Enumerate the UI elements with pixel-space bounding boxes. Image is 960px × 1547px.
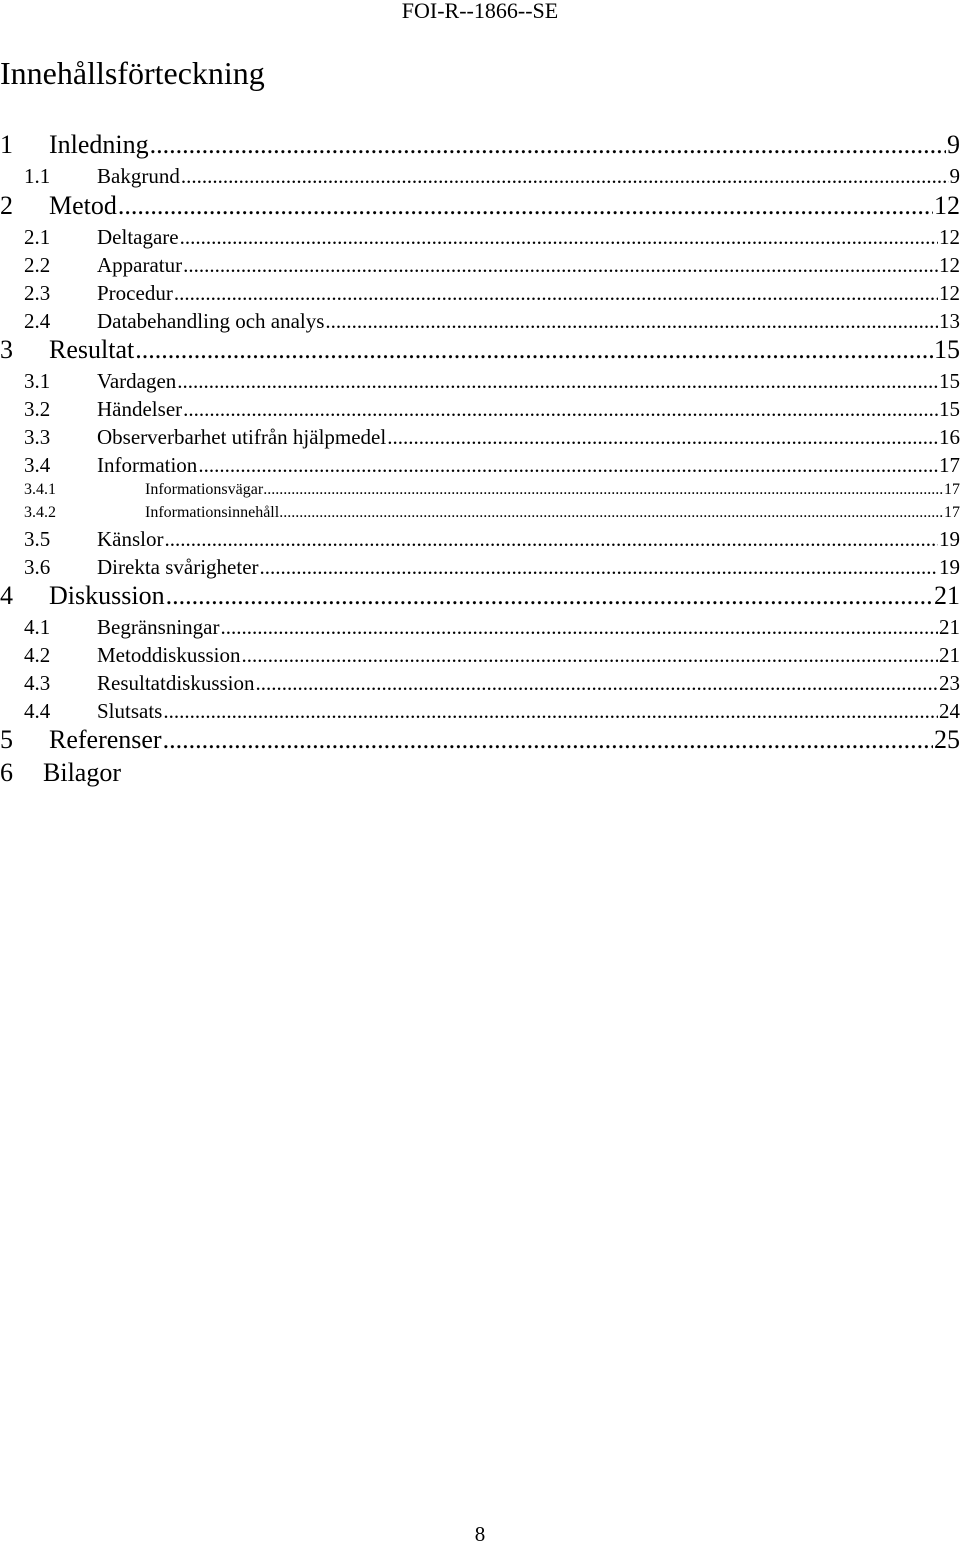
toc-dot-leader	[150, 130, 946, 160]
toc-entry-title: Händelser	[97, 396, 182, 422]
toc-entry-3-4[interactable]	[0, 452, 960, 478]
toc-entry-3-2[interactable]	[0, 396, 960, 422]
toc-dot-leader	[325, 308, 938, 334]
toc-entry-title: Apparatur	[97, 252, 182, 278]
toc-entry-title: Observerbarhet utifrån hjälpmedel	[97, 424, 386, 450]
toc-entry-4-2[interactable]	[0, 642, 960, 668]
toc-entry-5[interactable]	[0, 725, 960, 755]
toc-dot-leader	[198, 452, 938, 478]
toc-entry-title: Databehandling och analys	[97, 308, 324, 334]
toc-entry-title: Bakgrund	[97, 163, 180, 189]
toc-dot-leader	[163, 725, 933, 755]
toc-entry-page: 9	[950, 163, 960, 189]
toc-entry-2-4[interactable]	[0, 308, 960, 334]
toc-entry-2-3[interactable]	[0, 280, 960, 306]
toc-entry-3-5[interactable]	[0, 526, 960, 552]
toc-entry-title: Diskussion	[49, 581, 165, 611]
toc-entry-title: Inledning	[49, 130, 149, 160]
toc-entry-3-3[interactable]	[0, 424, 960, 450]
toc-entry-page: 19	[939, 554, 960, 580]
toc-entry-page: 15	[939, 368, 960, 394]
toc-entry-title: Bilagor	[43, 758, 121, 788]
toc-entry-3[interactable]	[0, 335, 960, 365]
toc-entry-number: 2	[0, 191, 49, 221]
toc-entry-2[interactable]	[0, 191, 960, 221]
toc-entry-6[interactable]	[0, 758, 960, 788]
toc-entry-number: 6	[0, 758, 43, 788]
toc-entry-title: Procedur	[97, 280, 173, 306]
toc-entry-number: 5	[0, 725, 49, 755]
document-id: FOI-R--1866--SE	[0, 0, 960, 24]
toc-entry-title: Metoddiskussion	[97, 642, 241, 668]
toc-entry-1-1[interactable]	[0, 163, 960, 189]
toc-entry-number: 3.3	[0, 424, 97, 450]
toc-entry-title: Resultat	[49, 335, 134, 365]
toc-entry-number: 4.3	[0, 670, 97, 696]
toc-entry-page: 12	[934, 191, 960, 221]
toc-entry-page: 23	[939, 670, 960, 696]
toc-entry-page: 17	[944, 480, 960, 500]
toc-dot-leader	[135, 335, 933, 365]
toc-entry-number: 3.1	[0, 368, 97, 394]
toc-entry-number: 1.1	[0, 163, 97, 189]
toc-entry-4-1[interactable]	[0, 614, 960, 640]
toc-entry-title: Information	[97, 452, 197, 478]
toc-dot-leader	[166, 581, 933, 611]
toc-entry-page: 15	[934, 335, 960, 365]
toc-entry-title: Informationsvägar	[145, 480, 263, 500]
toc-entry-3-4-2[interactable]	[0, 503, 960, 523]
toc-entry-number: 3.5	[0, 526, 97, 552]
toc-dot-leader	[263, 480, 944, 500]
toc-entry-number: 3.4.1	[0, 480, 145, 500]
toc-entry-number: 2.3	[0, 280, 97, 306]
toc-entry-number: 3.4.2	[0, 503, 145, 523]
toc-entry-page: 17	[944, 503, 960, 523]
toc-entry-page: 21	[934, 581, 960, 611]
toc-entry-title: Begränsningar	[97, 614, 219, 640]
toc-entry-number: 4.4	[0, 698, 97, 724]
toc-entry-number: 4.2	[0, 642, 97, 668]
toc-entry-page: 19	[939, 526, 960, 552]
toc-entry-title: Informationsinnehåll	[145, 503, 279, 523]
toc-dot-leader	[256, 670, 938, 696]
toc-entry-page: 12	[939, 280, 960, 306]
toc-entry-title: Slutsats	[97, 698, 162, 724]
toc-dot-leader	[180, 224, 938, 250]
toc-dot-leader	[260, 554, 938, 580]
toc-entry-number: 2.4	[0, 308, 97, 334]
toc-entry-number: 3.6	[0, 554, 97, 580]
toc-entry-number: 3	[0, 335, 49, 365]
toc-heading: Innehållsförteckning	[0, 53, 265, 93]
toc-entry-page: 21	[939, 614, 960, 640]
toc-entry-2-2[interactable]	[0, 252, 960, 278]
toc-entry-page: 21	[939, 642, 960, 668]
toc-entry-number: 4	[0, 581, 49, 611]
toc-entry-title: Referenser	[49, 725, 162, 755]
toc-entry-number: 2.1	[0, 224, 97, 250]
toc-dot-leader	[279, 503, 944, 523]
toc-entry-3-6[interactable]	[0, 554, 960, 580]
toc-dot-leader	[181, 163, 949, 189]
toc-dot-leader	[165, 526, 939, 552]
toc-entry-3-1[interactable]	[0, 368, 960, 394]
toc-entry-page: 15	[939, 396, 960, 422]
toc-dot-leader	[242, 642, 938, 668]
toc-dot-leader	[174, 280, 938, 306]
toc-entry-page: 25	[934, 725, 960, 755]
toc-entry-number: 3.4	[0, 452, 97, 478]
toc-entry-title: Direkta svårigheter	[97, 554, 259, 580]
toc-entry-number: 3.2	[0, 396, 97, 422]
toc-entry-title: Känslor	[97, 526, 164, 552]
toc-entry-page: 24	[939, 698, 960, 724]
toc-entry-number: 4.1	[0, 614, 97, 640]
toc-dot-leader	[118, 191, 933, 221]
toc-entry-page: 16	[939, 424, 960, 450]
toc-entry-1[interactable]	[0, 130, 960, 160]
toc-dot-leader	[163, 698, 938, 724]
toc-entry-title: Resultatdiskussion	[97, 670, 255, 696]
toc-dot-leader	[183, 252, 938, 278]
toc-entry-page: 9	[947, 130, 960, 160]
page-number: 8	[0, 1521, 960, 1547]
toc-dot-leader	[220, 614, 938, 640]
toc-entry-2-1[interactable]	[0, 224, 960, 250]
toc-entry-page: 13	[939, 308, 960, 334]
toc-entry-page: 12	[939, 252, 960, 278]
toc-entry-4-3[interactable]	[0, 670, 960, 696]
toc-dot-leader	[387, 424, 938, 450]
toc-entry-4-4[interactable]	[0, 698, 960, 724]
toc-entry-page: 17	[939, 452, 960, 478]
toc-entry-3-4-1[interactable]	[0, 480, 960, 500]
toc-entry-title: Deltagare	[97, 224, 179, 250]
toc-entry-page: 12	[939, 224, 960, 250]
toc-entry-title: Vardagen	[97, 368, 176, 394]
toc-dot-leader	[183, 396, 938, 422]
toc-dot-leader	[177, 368, 938, 394]
toc-entry-number: 2.2	[0, 252, 97, 278]
toc-entry-title: Metod	[49, 191, 117, 221]
toc-entry-4[interactable]	[0, 581, 960, 611]
toc-entry-number: 1	[0, 130, 49, 160]
